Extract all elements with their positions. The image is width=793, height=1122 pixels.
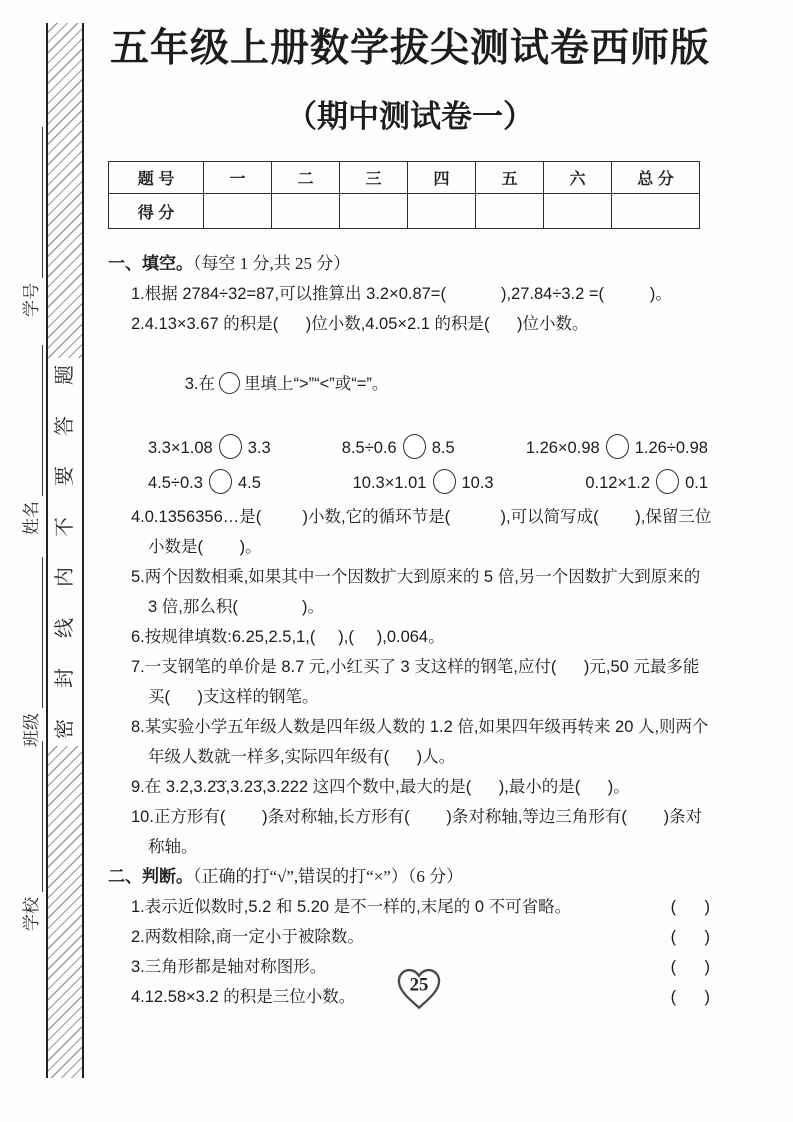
score-table-header-cell: 二 xyxy=(272,162,340,194)
seal-char: 答 xyxy=(54,415,76,436)
fill-question-3 xyxy=(108,339,712,429)
score-table-header-row xyxy=(109,162,700,194)
compare-right: 8.5 xyxy=(431,439,455,457)
fill-question-4: 4.0.1356356…是( )小数,它的循环节是( ),可以简写成( ),保留三位小数是( )。 xyxy=(131,508,712,556)
judge-answer-blank: ( ) xyxy=(670,928,712,946)
score-table-header-cell: 四 xyxy=(408,162,476,194)
page-number-heart-icon xyxy=(394,964,444,1014)
student-name-label: 姓名 xyxy=(22,501,41,535)
compare-item xyxy=(148,467,261,499)
paper-content xyxy=(108,0,712,1012)
judge-section-heading xyxy=(108,862,712,892)
section-fill-in-blank xyxy=(108,249,712,862)
fill-question-6: 6.按规律填数:6.25,2.5,1,( ),( ),0.064。 xyxy=(131,628,445,646)
seal-line-column xyxy=(46,23,84,1078)
fill-question-2: 2.4.13×3.67 的积是( )位小数,4.05×2.1 的积是( )位小数。 xyxy=(131,315,589,333)
compare-item xyxy=(342,432,455,464)
fill-question-7: 7.一支钢笔的单价是 8.7 元,小红买了 3 支这样的钢笔,应付( )元,50 元最多能买( )支这样的钢笔。 xyxy=(131,658,700,706)
left-margin-rail xyxy=(0,0,108,1122)
compare-left: 1.26×0.98 xyxy=(525,439,600,457)
page-title: 五年级上册数学拔尖测试卷西师版 xyxy=(109,27,710,70)
fill-section-heading xyxy=(108,249,712,279)
seal-char: 内 xyxy=(54,567,76,588)
fill-question-3-suffix: 里填上“>”“<”或“=”。 xyxy=(243,375,389,393)
compare-item xyxy=(148,432,271,464)
fill-section-note: （每空 1 分,共 25 分） xyxy=(193,254,351,273)
compare-item xyxy=(585,467,708,499)
score-empty-cell xyxy=(408,194,476,229)
page-number: 25 xyxy=(409,974,429,996)
judge-text: 1.表示近似数时,5.2 和 5.20 是不一样的,末尾的 0 不可省略。 xyxy=(131,898,572,916)
compare-circle-icon xyxy=(219,434,242,459)
score-table-header-cell: 一 xyxy=(204,162,272,194)
score-empty-cell xyxy=(612,194,700,229)
score-table-header-cell: 五 xyxy=(476,162,544,194)
compare-circle-icon xyxy=(209,469,232,494)
compare-item xyxy=(353,467,494,499)
class-blank-line xyxy=(26,557,43,708)
class-label: 班级 xyxy=(22,713,41,747)
fill-question-5: 5.两个因数相乘,如果其中一个因数扩大到原来的 5 倍,另一个因数扩大到原来的 3 倍,那么积( )。 xyxy=(131,568,705,616)
score-table-header-cell: 三 xyxy=(340,162,408,194)
compare-circle-icon xyxy=(656,469,679,494)
judge-item-2 xyxy=(108,922,712,952)
fill-question-1: 1.根据 2784÷32=87,可以推算出 3.2×0.87=( ),27.84÷3.2 =( )。 xyxy=(131,285,672,303)
score-empty-cell xyxy=(272,194,340,229)
compare-right: 10.3 xyxy=(461,474,494,492)
compare-right: 0.1 xyxy=(685,474,708,492)
judge-text: 3.三角形都是轴对称图形。 xyxy=(131,958,327,976)
judge-text: 2.两数相除,商一定小于被除数。 xyxy=(131,928,364,946)
score-table-score-row xyxy=(109,194,700,229)
seal-hatch-bottom xyxy=(48,746,82,1078)
judge-section-note: （正确的打“√”,错误的打“×”）（6 分） xyxy=(193,867,464,886)
score-empty-cell xyxy=(476,194,544,229)
student-number-label: 学号 xyxy=(22,283,41,317)
seal-char: 密 xyxy=(54,718,76,739)
page-subtitle: （期中测试卷一） xyxy=(286,99,534,134)
compare-right: 1.26÷0.98 xyxy=(634,439,708,457)
seal-char: 题 xyxy=(54,365,76,385)
seal-hatch-top xyxy=(48,23,82,358)
score-table-header-cell: 题 号 xyxy=(109,162,204,194)
compare-left: 10.3×1.01 xyxy=(352,474,427,492)
fill-question-8: 8.某实验小学五年级人数是四年级人数的 1.2 倍,如果四年级再转来 20 人,则两个年级人数就一样多,实际四年级有( )人。 xyxy=(131,718,709,766)
compare-left: 0.12×1.2 xyxy=(585,474,651,492)
judge-item-1 xyxy=(108,892,712,922)
seal-char: 要 xyxy=(54,466,76,487)
fill-question-10: 10.正方形有( )条对称轴,长方形有( )条对称轴,等边三角形有( )条对称轴。 xyxy=(131,808,703,856)
compare-circle-icon xyxy=(606,434,629,459)
seal-line-text xyxy=(48,358,82,746)
compare-left: 8.5÷0.6 xyxy=(341,439,397,457)
compare-circle-icon xyxy=(219,372,240,394)
compare-left: 4.5÷0.3 xyxy=(148,474,203,492)
score-empty-cell xyxy=(204,194,272,229)
seal-char: 封 xyxy=(54,668,76,689)
judge-answer-blank: ( ) xyxy=(670,898,712,916)
student-name-blank-line xyxy=(26,345,43,496)
compare-left: 3.3×1.08 xyxy=(148,439,213,457)
student-number-field xyxy=(13,127,43,317)
compare-circle-icon xyxy=(403,434,426,459)
score-label-cell: 得 分 xyxy=(109,194,204,229)
judge-text: 4.12.58×3.2 的积是三位小数。 xyxy=(131,988,356,1006)
compare-right: 3.3 xyxy=(247,439,271,457)
score-empty-cell xyxy=(544,194,612,229)
compare-circle-icon xyxy=(433,469,456,494)
score-table-header-cell: 总 分 xyxy=(612,162,700,194)
compare-right: 4.5 xyxy=(237,474,261,492)
school-label: 学校 xyxy=(22,897,41,931)
score-table-header-cell: 六 xyxy=(544,162,612,194)
student-name-field xyxy=(13,345,43,535)
fill-question-3-prefix: 3.在 xyxy=(184,375,215,393)
compare-row-1 xyxy=(148,432,712,464)
compare-row-2 xyxy=(148,467,712,499)
school-field xyxy=(13,741,43,931)
judge-answer-blank: ( ) xyxy=(670,988,712,1006)
fill-section-title: 一、填空。 xyxy=(108,254,193,273)
score-table xyxy=(108,161,700,229)
school-blank-line xyxy=(26,741,43,892)
student-number-blank-line xyxy=(26,127,43,278)
seal-char: 线 xyxy=(54,617,76,638)
judge-answer-blank: ( ) xyxy=(670,958,712,976)
score-empty-cell xyxy=(340,194,408,229)
compare-item xyxy=(526,432,708,464)
fill-question-9: 9.在 3.2,3.2̇3̇,3.23̇,3.222 这四个数中,最大的是( ),最小的是( )。 xyxy=(131,778,630,796)
judge-section-title: 二、判断。 xyxy=(108,867,193,886)
class-field xyxy=(13,557,43,747)
seal-char: 不 xyxy=(54,516,76,537)
